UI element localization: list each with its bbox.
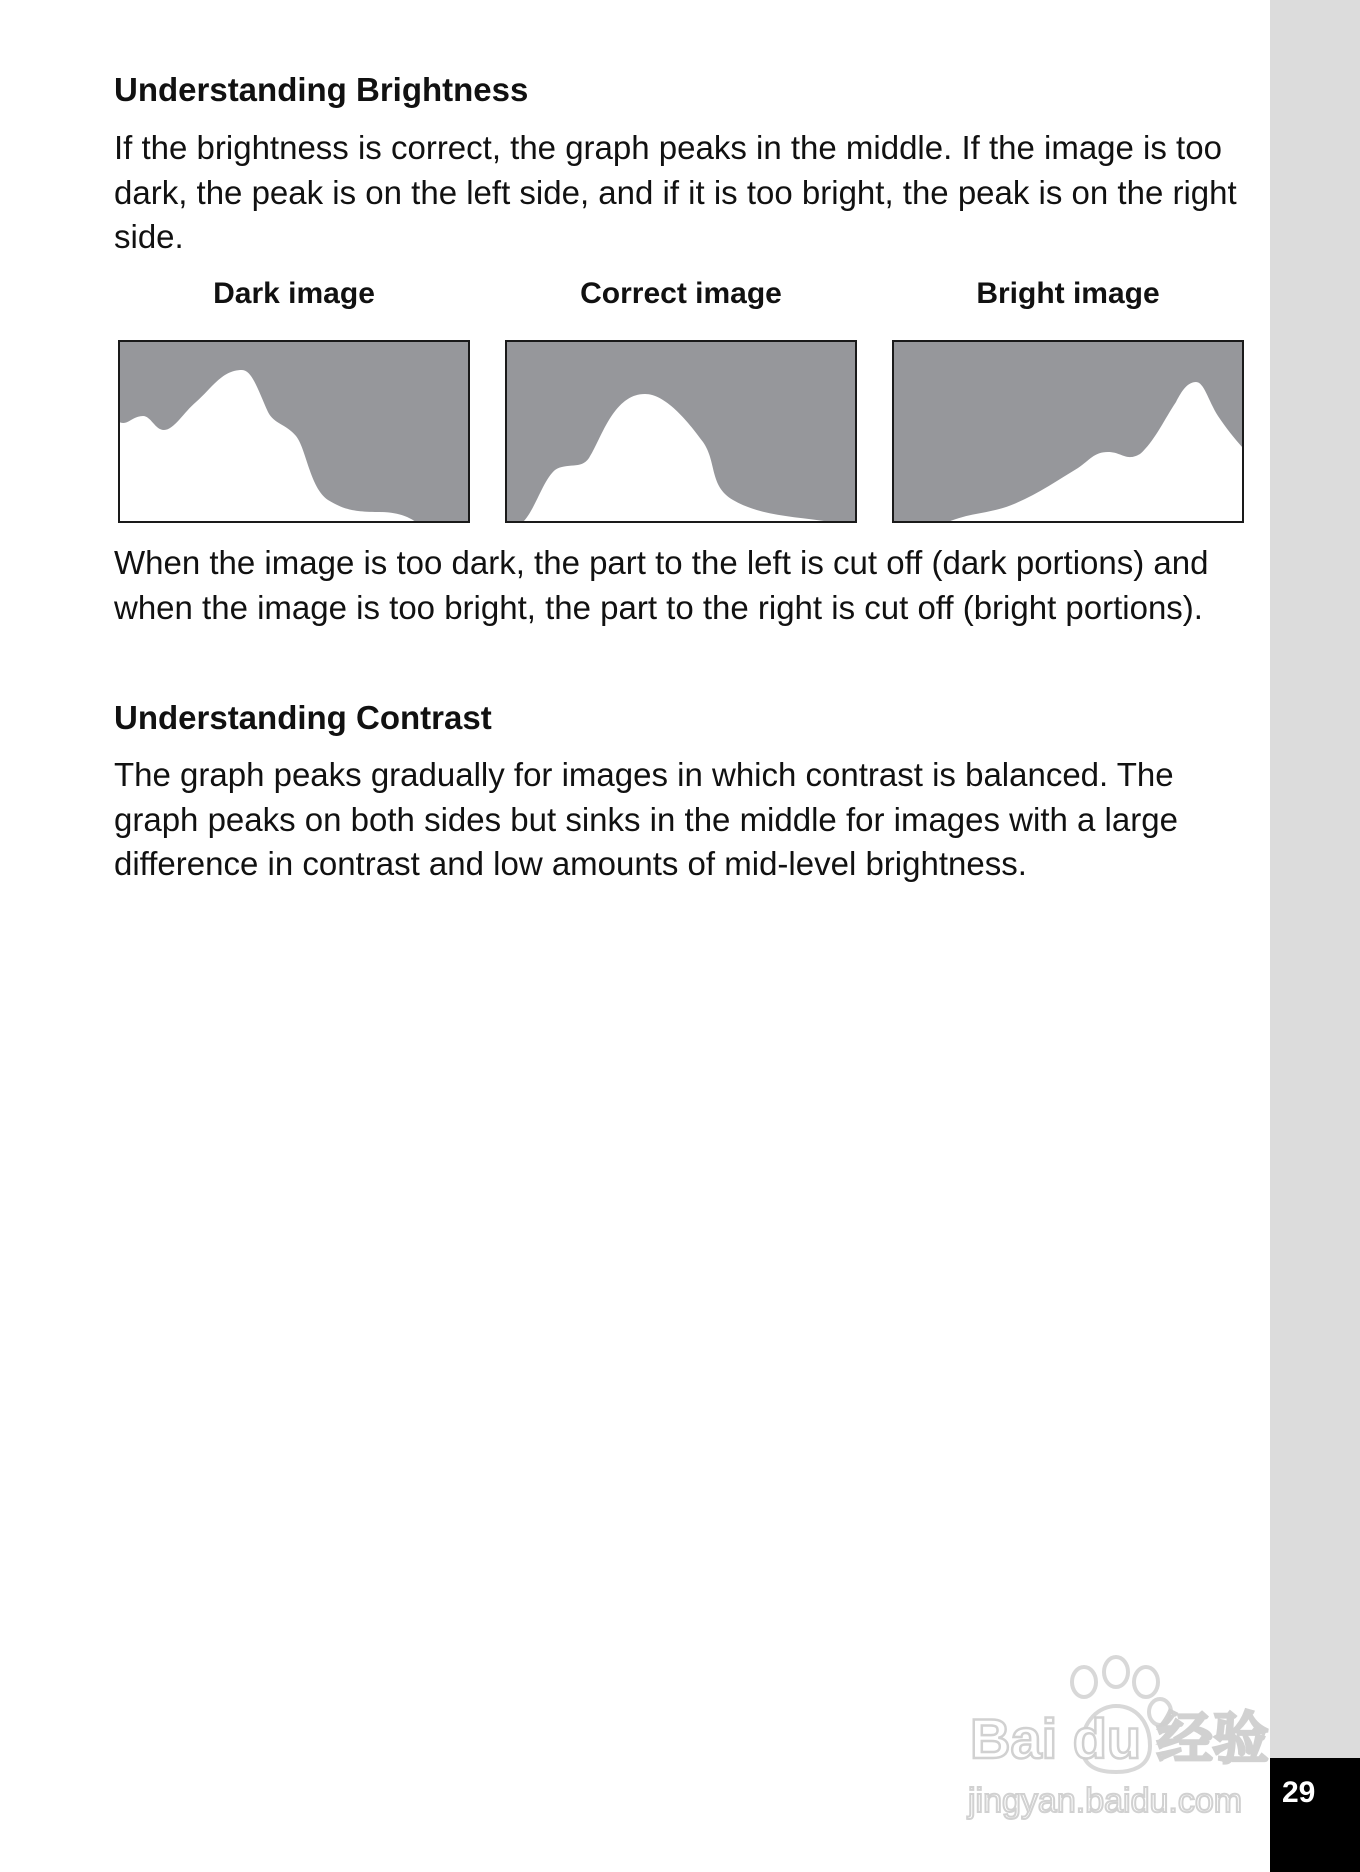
- page-edge-tab: [1270, 0, 1360, 1872]
- brightness-paragraph: If the brightness is correct, the graph peaks in the middle. If the image is too dark, the peak is on the left side, and if it is too bright, the peak is on the right side.: [114, 129, 1237, 255]
- heading-understanding-contrast: Understanding Contrast: [114, 699, 492, 736]
- caption-dark-image: Dark image: [213, 277, 375, 310]
- watermark-brand: Bai du 经验: [970, 1707, 1269, 1770]
- histogram-dark-image: [118, 340, 470, 523]
- baidu-paw-icon: [964, 1650, 1270, 1830]
- histogram-bright-image: [892, 340, 1244, 523]
- watermark-url: jingyan.baidu.com: [968, 1782, 1243, 1820]
- histogram-correct-image: [505, 340, 857, 523]
- baidu-jingyan-watermark: [964, 1650, 1270, 1830]
- contrast-paragraph: The graph peaks gradually for images in which contrast is balanced. The graph peaks on both sides but sinks in the middle for images with a large difference in contrast and low amounts of mid-level brightness.: [114, 756, 1178, 882]
- clipping-paragraph: When the image is too dark, the part to the left is cut off (dark portions) and when the image is too bright, the part to the right is cut off (bright portions).: [114, 544, 1209, 626]
- page-number: 29: [1282, 1776, 1316, 1809]
- caption-correct-image: Correct image: [580, 277, 782, 310]
- caption-bright-image: Bright image: [976, 277, 1160, 310]
- heading-understanding-brightness: Understanding Brightness: [114, 71, 529, 108]
